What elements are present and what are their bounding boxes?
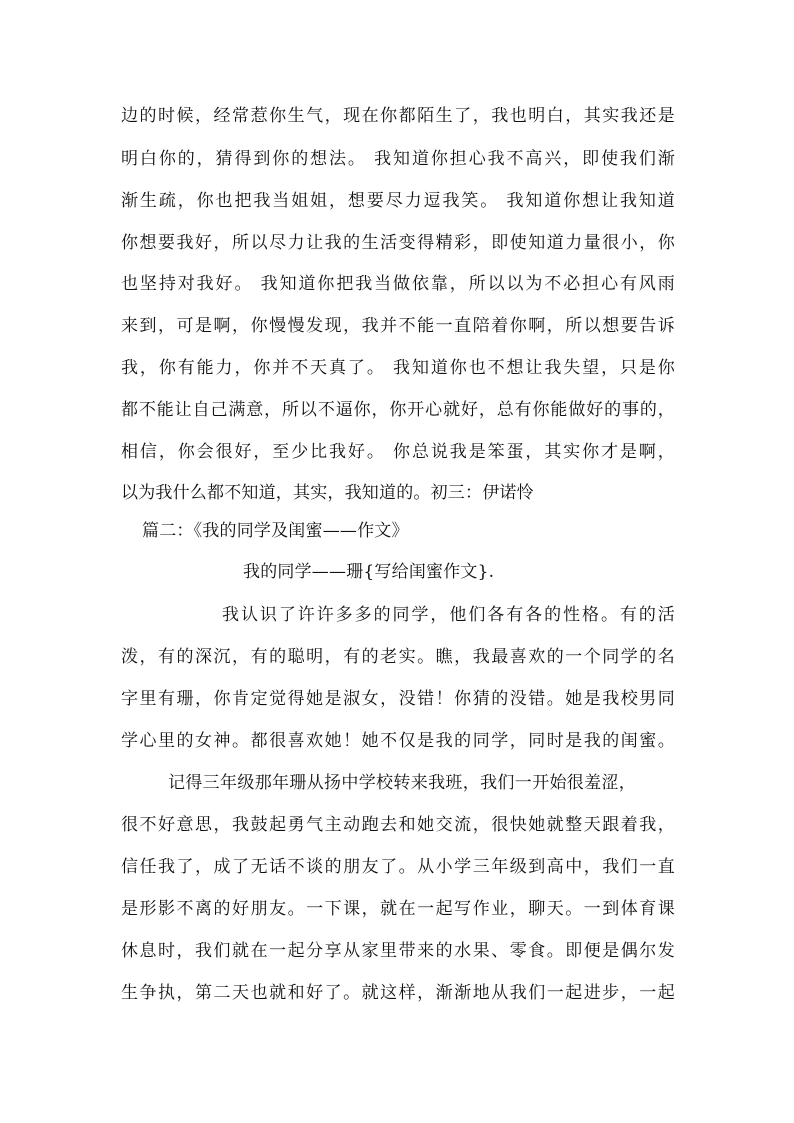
text-line: 记得三年级那年珊从扬中学校转来我班，我们一开始很羞涩，	[168, 773, 636, 793]
text-line: 是形影不离的好朋友。一下课，就在一起写作业，聊天。一到体育课	[121, 899, 675, 919]
text-line: 边的时候，经常惹你生气，现在你都陌生了，我也明白，其实我还是	[121, 106, 675, 126]
essay-title: 我的同学——珊{写给闺蜜作文}.	[243, 562, 495, 582]
text-line: 字里有珊，你肯定觉得她是淑女，没错！你猜的没错。她是我校男同	[121, 689, 675, 709]
text-line: 以为我什么都不知道，其实，我知道的。初三：伊诺怜	[121, 483, 534, 503]
text-line: 相信，你会很好，至少比我好。 你总说我是笨蛋，其实你才是啊，	[121, 442, 675, 462]
text-line: 泼，有的深沉，有的聪明，有的老实。瞧，我最喜欢的一个同学的名	[121, 647, 675, 667]
section-heading: 篇二：《我的同学及闺蜜——作文》	[142, 521, 409, 541]
text-line: 我，你有能力，你并不天真了。 我知道你也不想让我失望，只是你	[121, 358, 675, 378]
text-line: 信任我了，成了无话不谈的朋友了。从小学三年级到高中，我们一直	[121, 857, 675, 877]
text-line: 来到，可是啊，你慢慢发现，我并不能一直陪着你啊，所以想要告诉	[121, 316, 675, 336]
text-line: 也坚持对我好。 我知道你把我当做依靠，所以以为不必担心有风雨	[121, 274, 675, 294]
text-line: 明白你的，猜得到你的想法。 我知道你担心我不高兴，即使我们渐	[121, 149, 675, 169]
text-line: 休息时，我们就在一起分享从家里带来的水果、零食。即便是偶尔发	[121, 941, 675, 961]
text-line: 你想要我好，所以尽力让我的生活变得精彩，即使知道力量很小，你	[121, 233, 675, 253]
text-line: 我认识了许许多多的同学，他们各有各的性格。有的活	[222, 605, 675, 625]
text-line: 都不能让自己满意，所以不逼你，你开心就好，总有你能做好的事的，	[121, 400, 675, 420]
text-line: 学心里的女神。都很喜欢她！她不仅是我的同学，同时是我的闺蜜。	[121, 731, 675, 751]
text-line: 渐生疏，你也把我当姐姐，想要尽力逗我笑。 我知道你想让我知道	[121, 191, 675, 211]
text-line: 生争执，第二天也就和好了。就这样，渐渐地从我们一起进步，一起	[121, 983, 675, 1003]
text-line: 很不好意思，我鼓起勇气主动跑去和她交流，很快她就整天跟着我，	[121, 815, 675, 835]
